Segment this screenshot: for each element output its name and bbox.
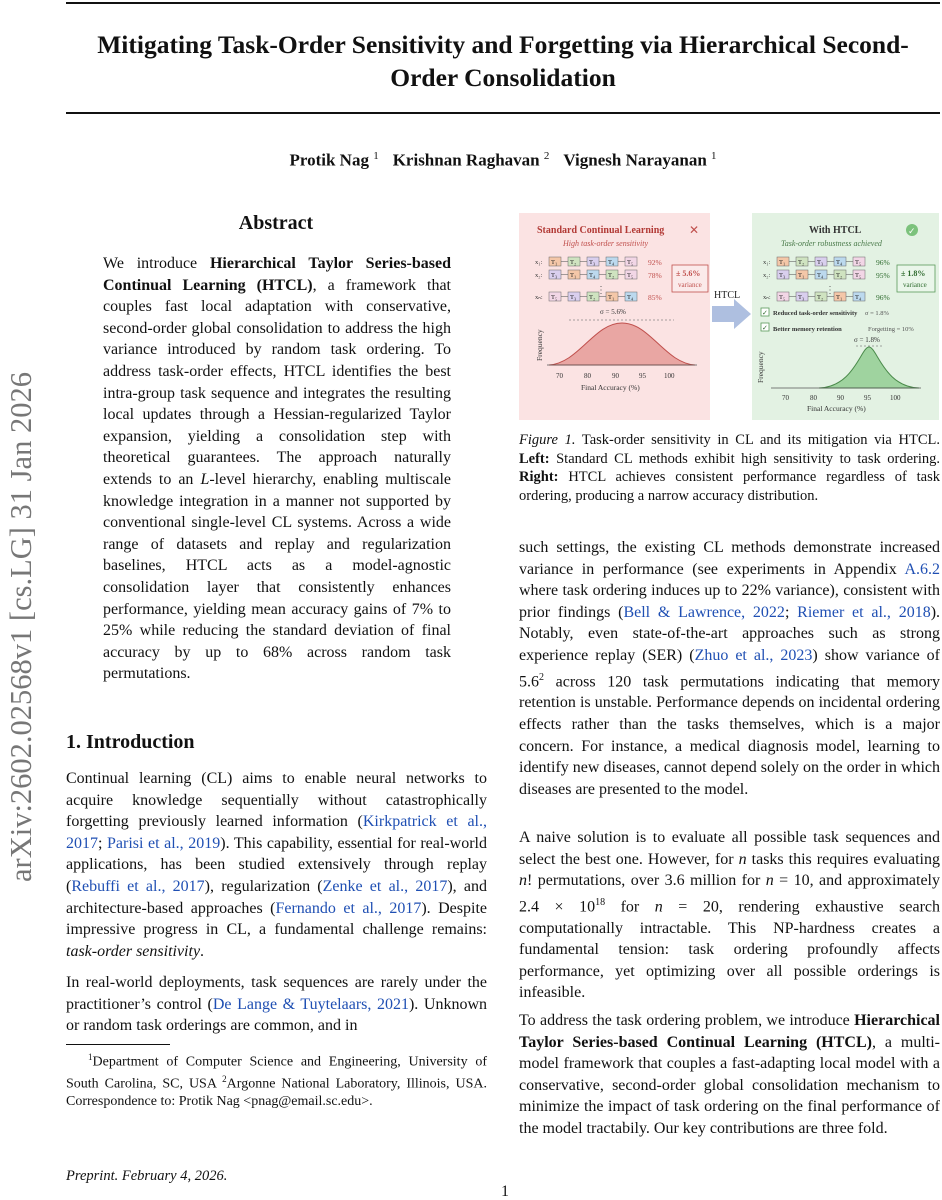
row-label: x₁: xyxy=(763,259,771,266)
task-label: T₂ xyxy=(570,259,577,266)
appendix-link[interactable]: A.6.2 xyxy=(904,560,940,578)
right-paragraph-1: such settings, the existing CL methods demonstrate increased variance in performance (see experiments in Appendix A.6.2 where task ordering induces up to 22% variance), consistent with prior findings (Bell & Lawrence, 2022; Riemer et al., 2018). Notably, even state-of-the-art approaches such as strong experience replay (SER) (Zhuo et al., 2023) show variance of $5.6^2$ across 120 task permutations indicating that memory retention is unstable. Performance depends on incidental ordering effects rather than the tasks themselves, which is a major concern. For instance, a medical diagnosis model, learning to identify new diseases, cannot depend solely on the order in which diseases are presented to the model. xyxy=(519,539,941,798)
row-label: x₁: xyxy=(535,259,543,266)
figure-1-caption: Figure 1. Task-order sensitivity in CL and its mitigation via HTCL. Left: Standard CL methods exhibit high sensitivity to task ordering. Right: HTCL achieves consistent performance regardless of task ordering, producing a narrow accuracy distribution. xyxy=(519,432,941,504)
arxiv-stamp xyxy=(0,270,43,890)
row-label: x₂: xyxy=(535,272,543,279)
citation-link[interactable]: Rebuffi et al., 2017 xyxy=(71,877,205,895)
tick-label: 100 xyxy=(890,394,901,402)
intro-paragraph-1: Continual learning (CL) aims to enable neural networks to acquire knowledge sequentially without catastrophically forgetting previously learned information (Kirkpatrick et al., 2017; Parisi et al., 2019). This capability, essential for real-world applications, has been studied extensively through replay (Rebuffi et al., 2017), regularization (Zenke et al., 2017), and architecture-based approaches (Fernando et al., 2017). Despite impressive progress in CL, a fundamental challenge remains: task-order sensitivity. xyxy=(66,770,488,960)
arxiv-id: arXiv:2602.02568v1 [cs.LG] 31 Jan 2026 xyxy=(4,372,38,882)
citation-link[interactable]: Riemer et al., 2018 xyxy=(797,603,931,621)
variance-label: variance xyxy=(678,281,702,289)
tick-label: 90 xyxy=(612,372,619,380)
task-label: T₄ xyxy=(589,272,596,279)
figure-1 xyxy=(519,213,939,420)
svg-text:✓: ✓ xyxy=(762,324,768,332)
task-label: T₃ xyxy=(551,272,558,279)
tick-label: 70 xyxy=(782,394,789,402)
author-affiliation: 1 xyxy=(373,150,379,162)
task-label: T₄ xyxy=(855,294,862,301)
left-panel-subtitle: High task-order sensitivity xyxy=(563,239,649,248)
row-label: x₂: xyxy=(763,272,771,279)
paper-title: Mitigating Task-Order Sensitivity and Forgetting via Hierarchical Second-Order Consolidation xyxy=(97,30,909,92)
task-label: T₄ xyxy=(817,272,824,279)
accuracy-value: 92% xyxy=(648,258,662,267)
task-label: T₃ xyxy=(570,294,577,301)
right-paragraph-3: To address the task ordering problem, we introduce Hierarchical Taylor Series-based Continual Learning (HTCL), a multi-model framework that couples a fast-adapting local model with a conservative, second-order global consolidation mechanism to minimize the impact of task ordering on the final performance of the model tractabily. Our key contributions are three fold. xyxy=(519,1012,940,1137)
x-axis-label: Final Accuracy (%) xyxy=(807,404,866,413)
variance-value: ± 1.8% xyxy=(901,269,926,278)
citation-link[interactable]: De Lange & Tuytelaars, 2021 xyxy=(212,995,409,1013)
task-label: T₅ xyxy=(627,272,634,279)
author-name: Krishnan Raghavan xyxy=(392,150,540,170)
accuracy-value: 78% xyxy=(648,271,662,280)
arrow-label: HTCL xyxy=(714,290,741,301)
task-label: T₁ xyxy=(798,272,805,279)
task-label: T₅ xyxy=(855,272,862,279)
frequency-label: Frequency xyxy=(535,329,544,361)
task-label: T₁ xyxy=(779,259,786,266)
task-label: T₁ xyxy=(608,294,615,301)
citation-link[interactable]: Kirkpatrick et al., 2017 xyxy=(66,813,488,852)
section-heading-introduction: 1. Introduction xyxy=(66,731,195,753)
footnote-rule xyxy=(66,1044,170,1045)
tick-label: 100 xyxy=(664,372,675,380)
tick-label: 80 xyxy=(810,394,817,402)
forgetting-label: Forgetting = 10% xyxy=(868,326,914,333)
check-item: Reduced task-order sensitivity xyxy=(773,310,858,317)
tick-label: 95 xyxy=(864,394,871,402)
tick-label: 95 xyxy=(639,372,646,380)
error-icon: ✕ xyxy=(689,223,700,237)
task-label: T₄ xyxy=(836,259,843,266)
left-panel-title: Standard Continual Learning xyxy=(537,225,665,236)
variance-value: ± 5.6% xyxy=(676,269,701,278)
task-label: T₃ xyxy=(817,259,824,266)
tick-label: 90 xyxy=(837,394,844,402)
accuracy-value: 96% xyxy=(876,258,890,267)
task-label: T₃ xyxy=(589,259,596,266)
abstract-heading: Abstract xyxy=(238,212,314,234)
frequency-label: Frequency xyxy=(756,351,765,383)
sigma-label: σ = 5.6% xyxy=(600,308,626,316)
sigma-side-label: σ = 1.8% xyxy=(865,310,889,317)
author-affiliation: 1 xyxy=(711,150,717,162)
intro-paragraph-2: In real-world deployments, task sequences are rarely under the practitioner’s control (De Lange & Tuytelaars, 2021). Unknown or random task orderings are common, and in xyxy=(66,974,487,1035)
task-label: T₅ xyxy=(779,294,786,301)
right-panel-subtitle: Task-order robustness achieved xyxy=(781,239,882,248)
task-label: T₂ xyxy=(589,294,596,301)
citation-link[interactable]: Zhuo et al., 2023 xyxy=(694,646,813,664)
row-label: xₙ: xyxy=(535,294,543,301)
vertical-dots: ⋮ xyxy=(596,285,606,296)
task-label: T₅ xyxy=(627,259,634,266)
task-label: T₃ xyxy=(779,272,786,279)
arrow-right-icon xyxy=(712,299,751,329)
tick-label: 70 xyxy=(556,372,563,380)
task-label: T₁ xyxy=(836,294,843,301)
task-label: T₄ xyxy=(627,294,634,301)
page-number: 1 xyxy=(501,1183,509,1200)
citation-link[interactable]: Parisi et al., 2019 xyxy=(107,834,221,852)
task-label: T₂ xyxy=(817,294,824,301)
tick-label: 80 xyxy=(584,372,591,380)
task-label: T₁ xyxy=(551,259,558,266)
row-label: xₙ: xyxy=(763,294,771,301)
task-label: T₂ xyxy=(798,259,805,266)
accuracy-value: 96% xyxy=(876,293,890,302)
task-label: T₅ xyxy=(551,294,558,301)
preprint-date: Preprint. February 4, 2026. xyxy=(66,1168,228,1184)
author-name: Vignesh Narayanan xyxy=(563,150,707,170)
check-item: Better memory retention xyxy=(773,326,842,333)
footnote-affiliations: $^1$Department of Computer Science and Engineering, University of South Carolina, SC, USA $^2$Argonne National Laboratory, Illinois, USA. Correspondence to: Protik Nag <pnag@email.sc.edu>. xyxy=(66,1052,487,1110)
right-paragraph-2: A naive solution is to evaluate all possible task sequences and select the best one. However, for n tasks this requires evaluating n! permutations, over 3.6 million for n = 10, and approximately $2.4 \times 10^{18}$ for n = 20, rendering exhaustive search computationally intractable. This NP-hardness creates a fundamental tension: task ordering profoundly affects performance, yet optimizing over all possible orderings is infeasible. xyxy=(519,829,941,1002)
abstract-body: We introduce Hierarchical Taylor Series-based Continual Learning (HTCL), a framework that couples fast local adaptation with conservative, second-order global consolidation to address the high variance introduced by random task ordering. To address task-order effects, HTCL identifies the best intra-group task sequence and integrates the resulting local updates through a Hessian-regularized Taylor expansion, yielding a consolidation step with theoretical guarantees. The approach naturally extends to an L-level hierarchy, enabling multiscale knowledge integration in a manner not supported by conventional single-level CL systems. Across a wide range of datasets and replay and regularization baselines, HTCL acts as a model-agnostic consolidation layer that consistently enhances performance, yielding mean accuracy gains of 7% to 25% while reducing the standard deviation of final accuracy by up to 68% across random task permutations. xyxy=(103,255,452,683)
svg-text:✓: ✓ xyxy=(908,226,916,236)
task-label: T₂ xyxy=(608,272,615,279)
citation-link[interactable]: Zenke et al., 2017 xyxy=(322,877,448,895)
right-panel-title: With HTCL xyxy=(809,225,862,236)
author-name: Protik Nag xyxy=(289,150,369,170)
vertical-dots: ⋮ xyxy=(825,285,835,296)
task-label: T₃ xyxy=(798,294,805,301)
task-label: T₁ xyxy=(570,272,577,279)
svg-text:✓: ✓ xyxy=(762,309,768,317)
task-label: T₅ xyxy=(855,259,862,266)
author-affiliation: 2 xyxy=(543,150,550,162)
accuracy-value: 95% xyxy=(876,271,890,280)
citation-link[interactable]: Fernando et al., 2017 xyxy=(275,899,422,917)
variance-label: variance xyxy=(903,281,927,289)
task-label: T₂ xyxy=(836,272,843,279)
top-rule xyxy=(66,2,940,4)
citation-link[interactable]: Bell & Lawrence, 2022 xyxy=(623,603,785,621)
sigma-label: σ = 1.8% xyxy=(854,336,880,344)
task-label: T₄ xyxy=(608,259,615,266)
accuracy-value: 85% xyxy=(648,293,662,302)
title-rule xyxy=(66,112,940,114)
x-axis-label: Final Accuracy (%) xyxy=(581,383,640,392)
author-list xyxy=(66,150,940,171)
